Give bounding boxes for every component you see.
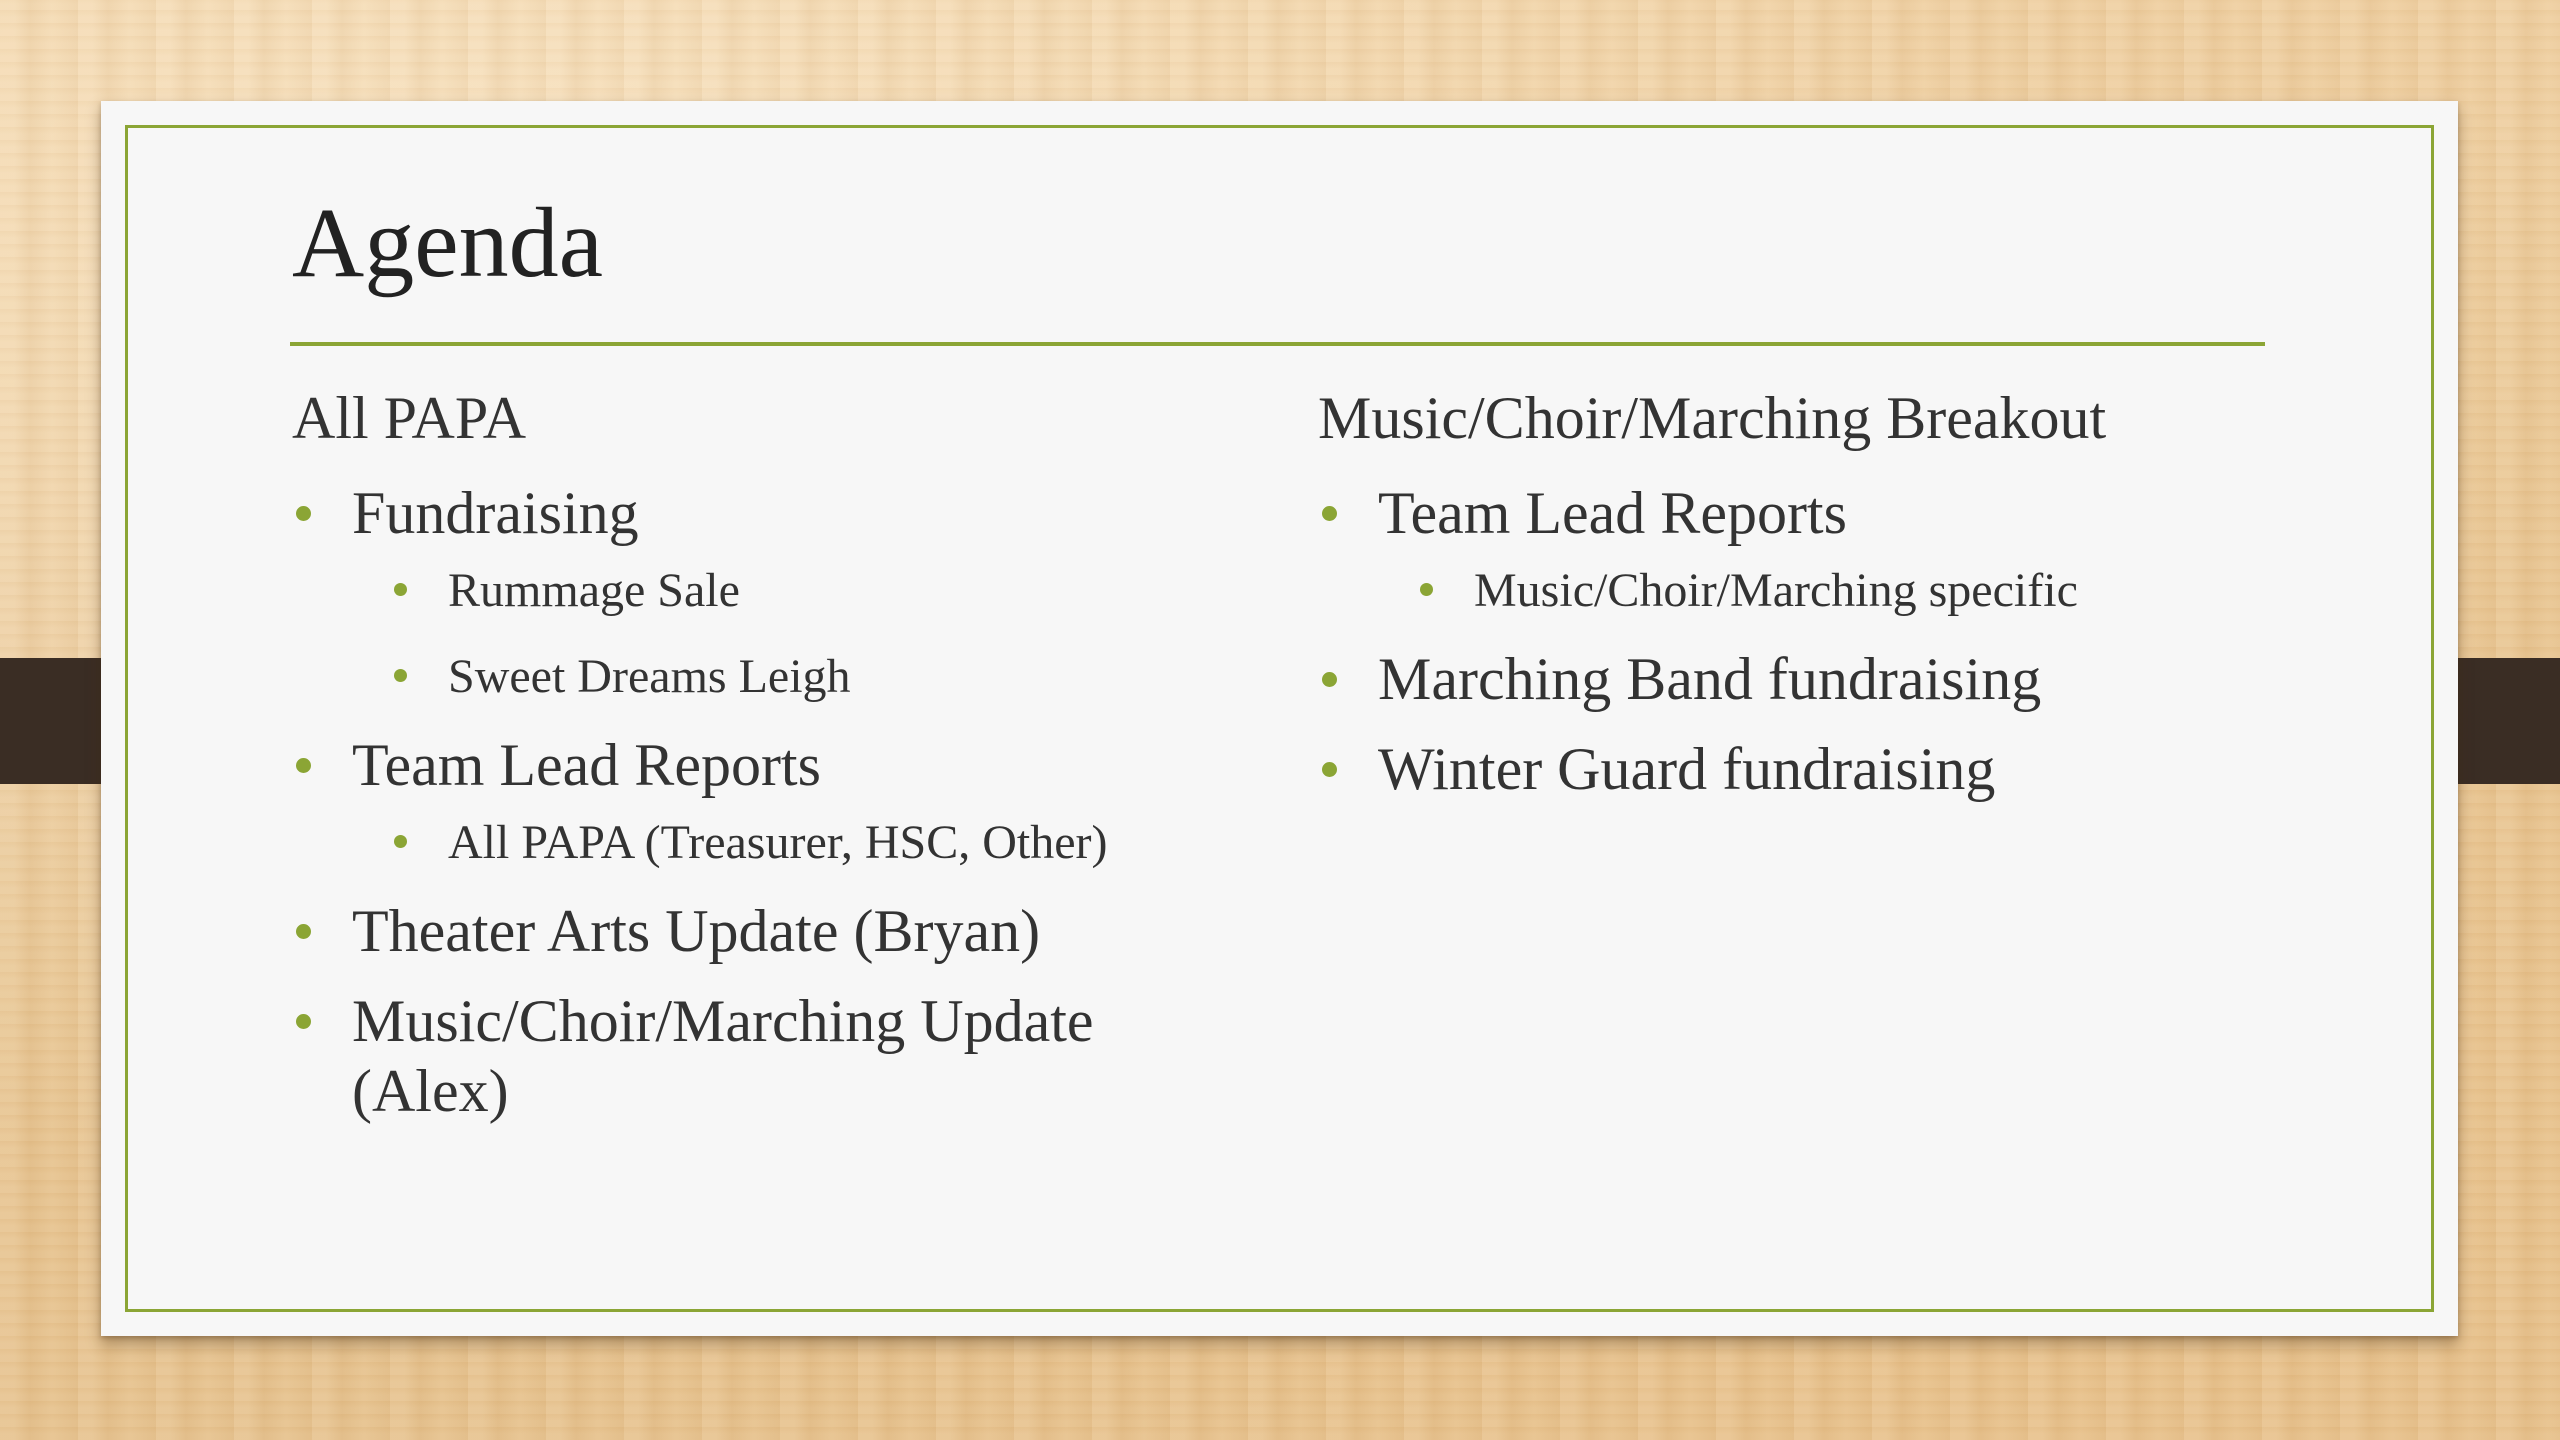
list-item bbox=[292, 986, 1212, 1126]
list-item-label: Music/Choir/Marching Update (Alex) bbox=[352, 988, 1094, 1124]
list-item bbox=[1318, 734, 2268, 804]
sub-list-item: Music/Choir/Marching specific bbox=[1416, 558, 2268, 624]
right-bullet-list bbox=[1318, 478, 2268, 804]
list-item-label: Theater Arts Update (Bryan) bbox=[352, 898, 1041, 964]
left-column-heading: All PAPA bbox=[292, 385, 527, 451]
sub-list-item: Sweet Dreams Leigh bbox=[390, 644, 1212, 710]
sub-list-item: Rummage Sale bbox=[390, 558, 1212, 624]
list-item bbox=[292, 730, 1212, 876]
sub-list bbox=[352, 558, 1212, 710]
title-divider bbox=[290, 342, 2265, 346]
sub-list-item: All PAPA (Treasurer, HSC, Other) bbox=[390, 810, 1212, 876]
list-item-label: Team Lead Reports bbox=[352, 732, 821, 798]
left-column bbox=[292, 378, 1212, 1146]
left-bullet-list bbox=[292, 478, 1212, 1126]
list-item bbox=[292, 478, 1212, 710]
right-column-heading: Music/Choir/Marching Breakout bbox=[1318, 385, 2107, 451]
list-item-label: Marching Band fundraising bbox=[1378, 646, 2042, 712]
slide-title: Agenda bbox=[292, 187, 603, 298]
sub-list bbox=[1378, 558, 2268, 624]
list-item-label: Fundraising bbox=[352, 480, 639, 546]
list-item bbox=[1318, 478, 2268, 624]
sub-list bbox=[352, 810, 1212, 876]
list-item-label: Winter Guard fundraising bbox=[1378, 736, 1996, 802]
right-column bbox=[1318, 378, 2268, 824]
list-item bbox=[292, 896, 1212, 966]
list-item bbox=[1318, 644, 2268, 714]
list-item-label: Team Lead Reports bbox=[1378, 480, 1847, 546]
